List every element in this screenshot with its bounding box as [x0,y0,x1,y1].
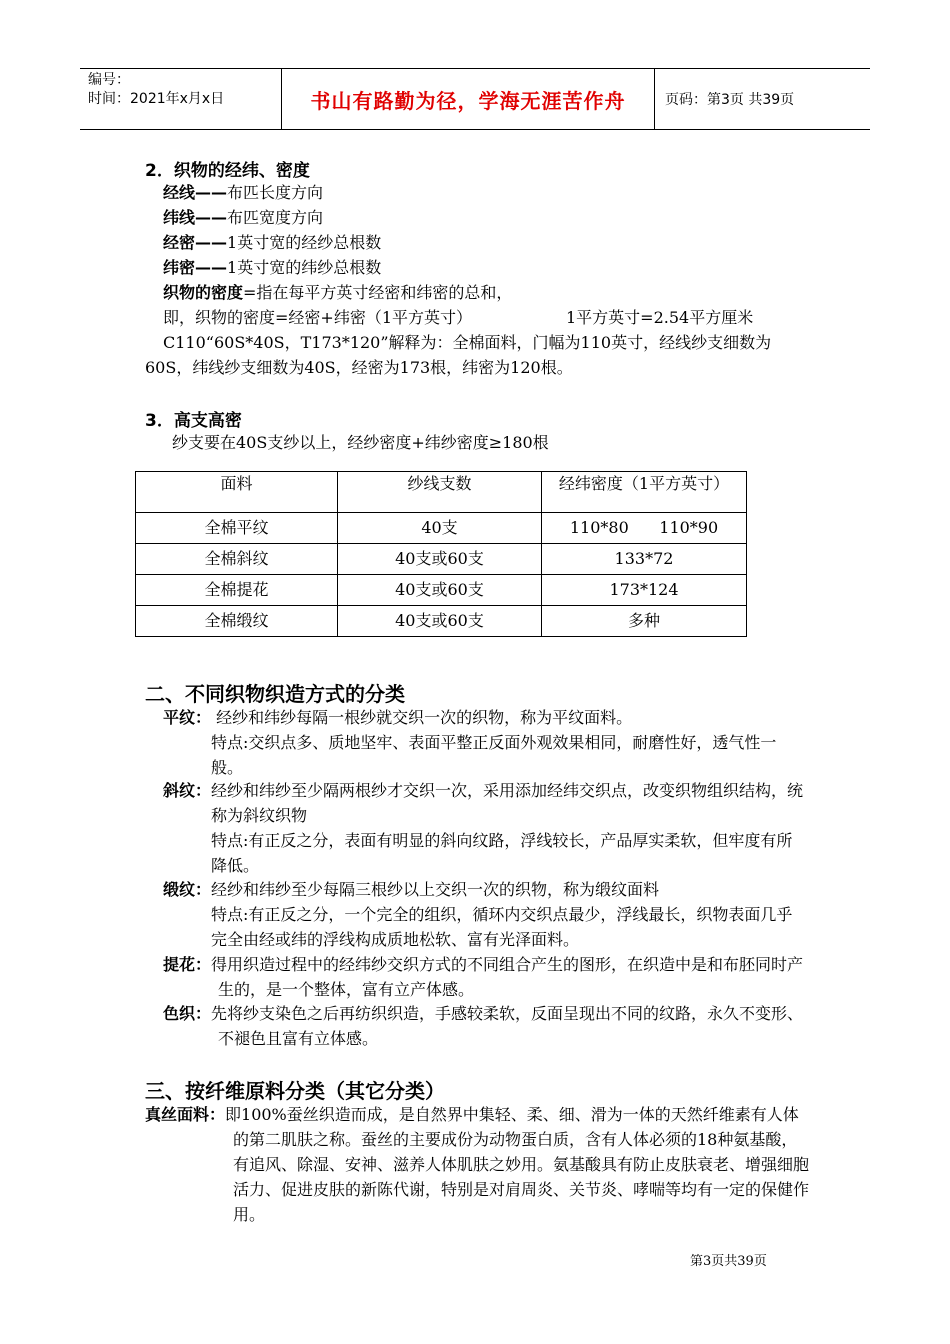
fabric-spec-table [135,471,747,637]
def-weft: 纬线——布匹宽度方向 [163,208,324,227]
example-text: C110“60S*40S，T173*120”解释为：全棉面料，门幅为110英寸，经线纱支细数为60S，纬线纱支细数为40S，经密为173根，纬密为120根。 [145,333,772,377]
header-meta [80,69,282,129]
silk-fabric: 真丝面料：即100%蚕丝织造而成，是自然界中集轻、柔、细、滑为一体的天然纤维素有人体的第二肌肤之称。蚕丝的主要成份为动物蛋白质，含有人体必须的18种氨基酸，有追风、除湿、安神、滋养人体肌肤之妙用。氨基酸具有防止皮肤衰老、增强细胞活力、促进皮肤的新陈代谢，特别是对肩周炎、关节炎、哮喘等均有一定的保健作用。 [145,1105,810,1224]
plain-weave-feature: 特点:交织点多、质地坚牢、表面平整正反面外观效果相同，耐磨性好，透气性一般。 [211,733,777,777]
table-row [136,544,747,575]
density-formula: 即，织物的密度=经密+纬密（1平方英寸） [163,308,472,327]
table-header-cell: 经纬密度（1平方英寸） [542,472,747,513]
time-label: 时间：2021年x月x日 [88,91,225,107]
table-header-row [136,472,747,513]
table-row [136,575,747,606]
page-footer: 第3页共39页 [690,1254,767,1269]
plain-weave: 平纹： 经纱和纬纱每隔一根纱就交织一次的织物，称为平纹面料。 [163,708,633,727]
table-cell: 40支 [338,513,542,544]
table-header-cell: 面料 [136,472,338,513]
table-row [136,606,747,637]
def-fabric-density: 织物的密度=指在每平方英寸经密和纬密的总和， [163,283,513,302]
jacquard-weave: 提花：得用织造过程中的经纬纱交织方式的不同组合产生的图形，在织造中是和布胚同时产生的，是一个整体，富有立产体感。 [163,955,804,999]
twill-weave-feature: 特点:有正反之分，表面有明显的斜向纹路，浮线较长，产品厚实柔软，但牢度有所降低。 [211,831,793,875]
header-motto: 书山有路勤为径，学海无涯苦作舟 [282,69,655,129]
table-cell: 全棉提花 [136,575,338,606]
def-warp: 经线——布匹长度方向 [163,183,324,202]
part2-title: 二、不同织物织造方式的分类 [145,682,405,706]
table-cell: 110*80 110*90 [542,513,747,544]
table-cell: 133*72 [542,544,747,575]
part3-title: 三、按纤维原料分类（其它分类） [145,1079,445,1103]
def-weft-density: 纬密——1英寸宽的纬纱总根数 [163,258,382,277]
table-row [136,513,747,544]
def-warp-density: 经密——1英寸宽的经纱总根数 [163,233,382,252]
number-label: 编号： [88,72,130,88]
table-cell: 多种 [542,606,747,637]
section2-title: 2．织物的经纬、密度 [145,161,310,181]
twill-weave: 斜纹：经纱和纬纱至少隔两根纱才交织一次，采用添加经纬交织点，改变织物组织结构，统称为斜纹织物 [163,781,804,825]
table-cell: 40支或60支 [338,606,542,637]
header-page-label: 页码：第3页 共39页 [665,92,795,108]
yarn-dyed-weave: 色织：先将纱支染色之后再纺织织造，手感较柔软，反面呈现出不同的纹路，永久不变形、不褪色且富有立体感。 [163,1004,804,1048]
page-header [80,68,870,130]
high-count-requirement: 纱支要在40S支纱以上，经纱密度+纬纱密度≥180根 [172,433,549,452]
table-header-cell: 纱线支数 [338,472,542,513]
section3-title: 3．高支高密 [145,411,242,431]
table-cell: 全棉缎纹 [136,606,338,637]
table-cell: 全棉平纹 [136,513,338,544]
satin-weave-feature: 特点:有正反之分，一个完全的组织，循环内交织点最少，浮线最长，织物表面几乎完全由经或纬的浮线构成质地松软、富有光泽面料。 [211,905,793,949]
table-cell: 173*124 [542,575,747,606]
table-cell: 全棉斜纹 [136,544,338,575]
table-cell: 40支或60支 [338,544,542,575]
satin-weave: 缎纹：经纱和纬纱至少每隔三根纱以上交织一次的织物，称为缎纹面料 [163,880,660,899]
unit-note: 1平方英寸=2.54平方厘米 [566,308,754,327]
table-cell: 40支或60支 [338,575,542,606]
